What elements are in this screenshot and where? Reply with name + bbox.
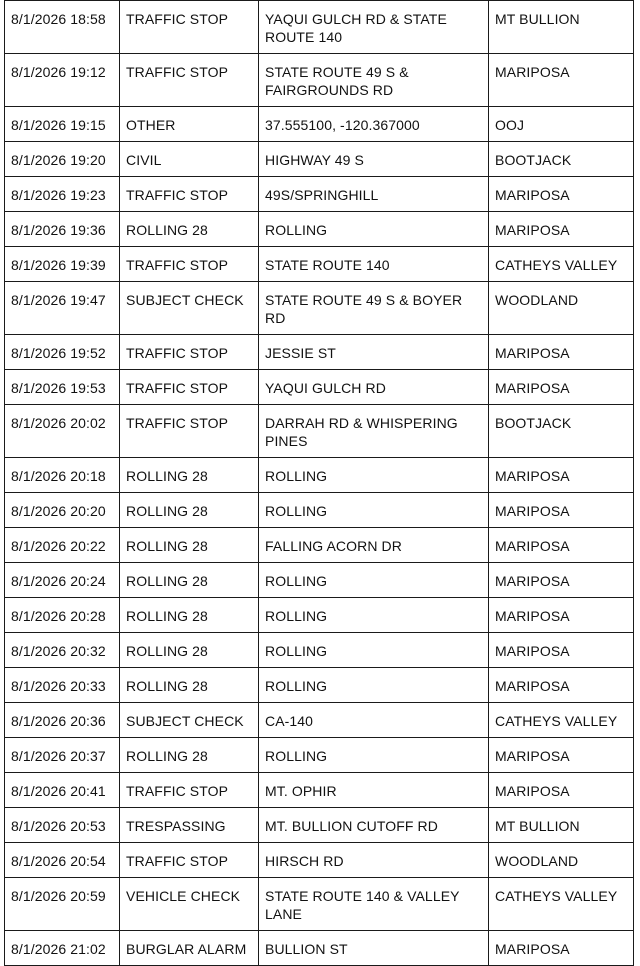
incident-type: ROLLING 28 bbox=[120, 738, 259, 773]
incident-location: STATE ROUTE 140 & VALLEY LANE bbox=[259, 878, 489, 931]
incident-location: FALLING ACORN DR bbox=[259, 528, 489, 563]
incident-location: YAQUI GULCH RD & STATE ROUTE 140 bbox=[259, 1, 489, 54]
incident-area: MARIPOSA bbox=[489, 458, 634, 493]
incident-location: BULLION ST bbox=[259, 931, 489, 966]
incident-datetime: 8/1/2026 20:28 bbox=[5, 598, 120, 633]
incident-location: STATE ROUTE 49 S & FAIRGROUNDS RD bbox=[259, 54, 489, 107]
incident-location: ROLLING bbox=[259, 563, 489, 598]
table-row bbox=[5, 177, 634, 212]
incident-datetime: 8/1/2026 20:32 bbox=[5, 633, 120, 668]
incident-datetime: 8/1/2026 20:24 bbox=[5, 563, 120, 598]
incident-type: CIVIL bbox=[120, 142, 259, 177]
table-row bbox=[5, 212, 634, 247]
incident-area: OOJ bbox=[489, 107, 634, 142]
incident-type: SUBJECT CHECK bbox=[120, 703, 259, 738]
incident-datetime: 8/1/2026 18:58 bbox=[5, 1, 120, 54]
table-row bbox=[5, 773, 634, 808]
incident-type: TRAFFIC STOP bbox=[120, 247, 259, 282]
incident-area: WOODLAND bbox=[489, 843, 634, 878]
incident-datetime: 8/1/2026 19:36 bbox=[5, 212, 120, 247]
table-row bbox=[5, 335, 634, 370]
incident-area: MT BULLION bbox=[489, 1, 634, 54]
incident-area: MARIPOSA bbox=[489, 738, 634, 773]
incident-type: TRESPASSING bbox=[120, 808, 259, 843]
incident-type: ROLLING 28 bbox=[120, 668, 259, 703]
incident-area: MARIPOSA bbox=[489, 598, 634, 633]
table-row bbox=[5, 633, 634, 668]
table-row bbox=[5, 738, 634, 773]
incident-location: JESSIE ST bbox=[259, 335, 489, 370]
incident-datetime: 8/1/2026 20:20 bbox=[5, 493, 120, 528]
incident-datetime: 8/1/2026 19:23 bbox=[5, 177, 120, 212]
incident-location: ROLLING bbox=[259, 458, 489, 493]
incident-area: MARIPOSA bbox=[489, 931, 634, 966]
table-row bbox=[5, 528, 634, 563]
incident-area: BOOTJACK bbox=[489, 142, 634, 177]
incident-location: STATE ROUTE 49 S & BOYER RD bbox=[259, 282, 489, 335]
table-row bbox=[5, 598, 634, 633]
table-row bbox=[5, 878, 634, 931]
incident-location: HIGHWAY 49 S bbox=[259, 142, 489, 177]
table-row bbox=[5, 1, 634, 54]
table-row bbox=[5, 54, 634, 107]
table-row bbox=[5, 563, 634, 598]
incident-location: ROLLING bbox=[259, 738, 489, 773]
incident-type: TRAFFIC STOP bbox=[120, 405, 259, 458]
incident-location: STATE ROUTE 140 bbox=[259, 247, 489, 282]
incident-area: MT BULLION bbox=[489, 808, 634, 843]
incident-location: 37.555100, -120.367000 bbox=[259, 107, 489, 142]
incident-location: YAQUI GULCH RD bbox=[259, 370, 489, 405]
table-row bbox=[5, 247, 634, 282]
incident-area: CATHEYS VALLEY bbox=[489, 703, 634, 738]
incident-area: MARIPOSA bbox=[489, 54, 634, 107]
incident-area: CATHEYS VALLEY bbox=[489, 247, 634, 282]
incident-type: VEHICLE CHECK bbox=[120, 878, 259, 931]
table-row bbox=[5, 282, 634, 335]
incident-type: ROLLING 28 bbox=[120, 212, 259, 247]
incident-type: TRAFFIC STOP bbox=[120, 370, 259, 405]
incident-type: BURGLAR ALARM bbox=[120, 931, 259, 966]
incident-type: TRAFFIC STOP bbox=[120, 773, 259, 808]
table-row bbox=[5, 843, 634, 878]
incident-area: CATHEYS VALLEY bbox=[489, 878, 634, 931]
incident-datetime: 8/1/2026 20:59 bbox=[5, 878, 120, 931]
incident-datetime: 8/1/2026 19:53 bbox=[5, 370, 120, 405]
incident-location: DARRAH RD & WHISPERING PINES bbox=[259, 405, 489, 458]
incident-area: MARIPOSA bbox=[489, 212, 634, 247]
incident-area: MARIPOSA bbox=[489, 335, 634, 370]
incident-datetime: 8/1/2026 19:39 bbox=[5, 247, 120, 282]
incident-type: TRAFFIC STOP bbox=[120, 843, 259, 878]
incident-area: MARIPOSA bbox=[489, 370, 634, 405]
incident-location: 49S/SPRINGHILL bbox=[259, 177, 489, 212]
table-row bbox=[5, 703, 634, 738]
incident-log-body bbox=[5, 1, 634, 966]
table-row bbox=[5, 931, 634, 966]
incident-datetime: 8/1/2026 19:47 bbox=[5, 282, 120, 335]
incident-datetime: 8/1/2026 20:33 bbox=[5, 668, 120, 703]
incident-area: MARIPOSA bbox=[489, 633, 634, 668]
incident-log-table bbox=[4, 0, 634, 966]
incident-area: MARIPOSA bbox=[489, 773, 634, 808]
incident-datetime: 8/1/2026 20:22 bbox=[5, 528, 120, 563]
table-row bbox=[5, 808, 634, 843]
incident-area: MARIPOSA bbox=[489, 493, 634, 528]
table-row bbox=[5, 668, 634, 703]
incident-type: SUBJECT CHECK bbox=[120, 282, 259, 335]
table-row bbox=[5, 107, 634, 142]
table-row bbox=[5, 458, 634, 493]
incident-location: ROLLING bbox=[259, 212, 489, 247]
table-row bbox=[5, 405, 634, 458]
incident-datetime: 8/1/2026 20:54 bbox=[5, 843, 120, 878]
incident-datetime: 8/1/2026 20:53 bbox=[5, 808, 120, 843]
incident-type: ROLLING 28 bbox=[120, 493, 259, 528]
table-row bbox=[5, 142, 634, 177]
table-row bbox=[5, 493, 634, 528]
incident-datetime: 8/1/2026 20:02 bbox=[5, 405, 120, 458]
incident-datetime: 8/1/2026 19:20 bbox=[5, 142, 120, 177]
incident-datetime: 8/1/2026 19:12 bbox=[5, 54, 120, 107]
incident-location: ROLLING bbox=[259, 598, 489, 633]
incident-datetime: 8/1/2026 19:52 bbox=[5, 335, 120, 370]
incident-type: ROLLING 28 bbox=[120, 528, 259, 563]
incident-datetime: 8/1/2026 20:41 bbox=[5, 773, 120, 808]
incident-area: MARIPOSA bbox=[489, 668, 634, 703]
incident-type: TRAFFIC STOP bbox=[120, 54, 259, 107]
incident-area: MARIPOSA bbox=[489, 528, 634, 563]
incident-type: ROLLING 28 bbox=[120, 598, 259, 633]
incident-type: TRAFFIC STOP bbox=[120, 1, 259, 54]
incident-type: ROLLING 28 bbox=[120, 633, 259, 668]
incident-type: OTHER bbox=[120, 107, 259, 142]
incident-location: MT. OPHIR bbox=[259, 773, 489, 808]
incident-type: ROLLING 28 bbox=[120, 458, 259, 493]
incident-location: ROLLING bbox=[259, 493, 489, 528]
incident-datetime: 8/1/2026 20:18 bbox=[5, 458, 120, 493]
incident-location: ROLLING bbox=[259, 668, 489, 703]
incident-datetime: 8/1/2026 19:15 bbox=[5, 107, 120, 142]
table-row bbox=[5, 370, 634, 405]
incident-area: BOOTJACK bbox=[489, 405, 634, 458]
incident-type: TRAFFIC STOP bbox=[120, 177, 259, 212]
incident-location: MT. BULLION CUTOFF RD bbox=[259, 808, 489, 843]
incident-type: ROLLING 28 bbox=[120, 563, 259, 598]
incident-area: MARIPOSA bbox=[489, 177, 634, 212]
incident-area: WOODLAND bbox=[489, 282, 634, 335]
incident-area: MARIPOSA bbox=[489, 563, 634, 598]
incident-type: TRAFFIC STOP bbox=[120, 335, 259, 370]
incident-location: CA-140 bbox=[259, 703, 489, 738]
incident-location: HIRSCH RD bbox=[259, 843, 489, 878]
incident-datetime: 8/1/2026 21:02 bbox=[5, 931, 120, 966]
incident-datetime: 8/1/2026 20:37 bbox=[5, 738, 120, 773]
incident-location: ROLLING bbox=[259, 633, 489, 668]
incident-datetime: 8/1/2026 20:36 bbox=[5, 703, 120, 738]
